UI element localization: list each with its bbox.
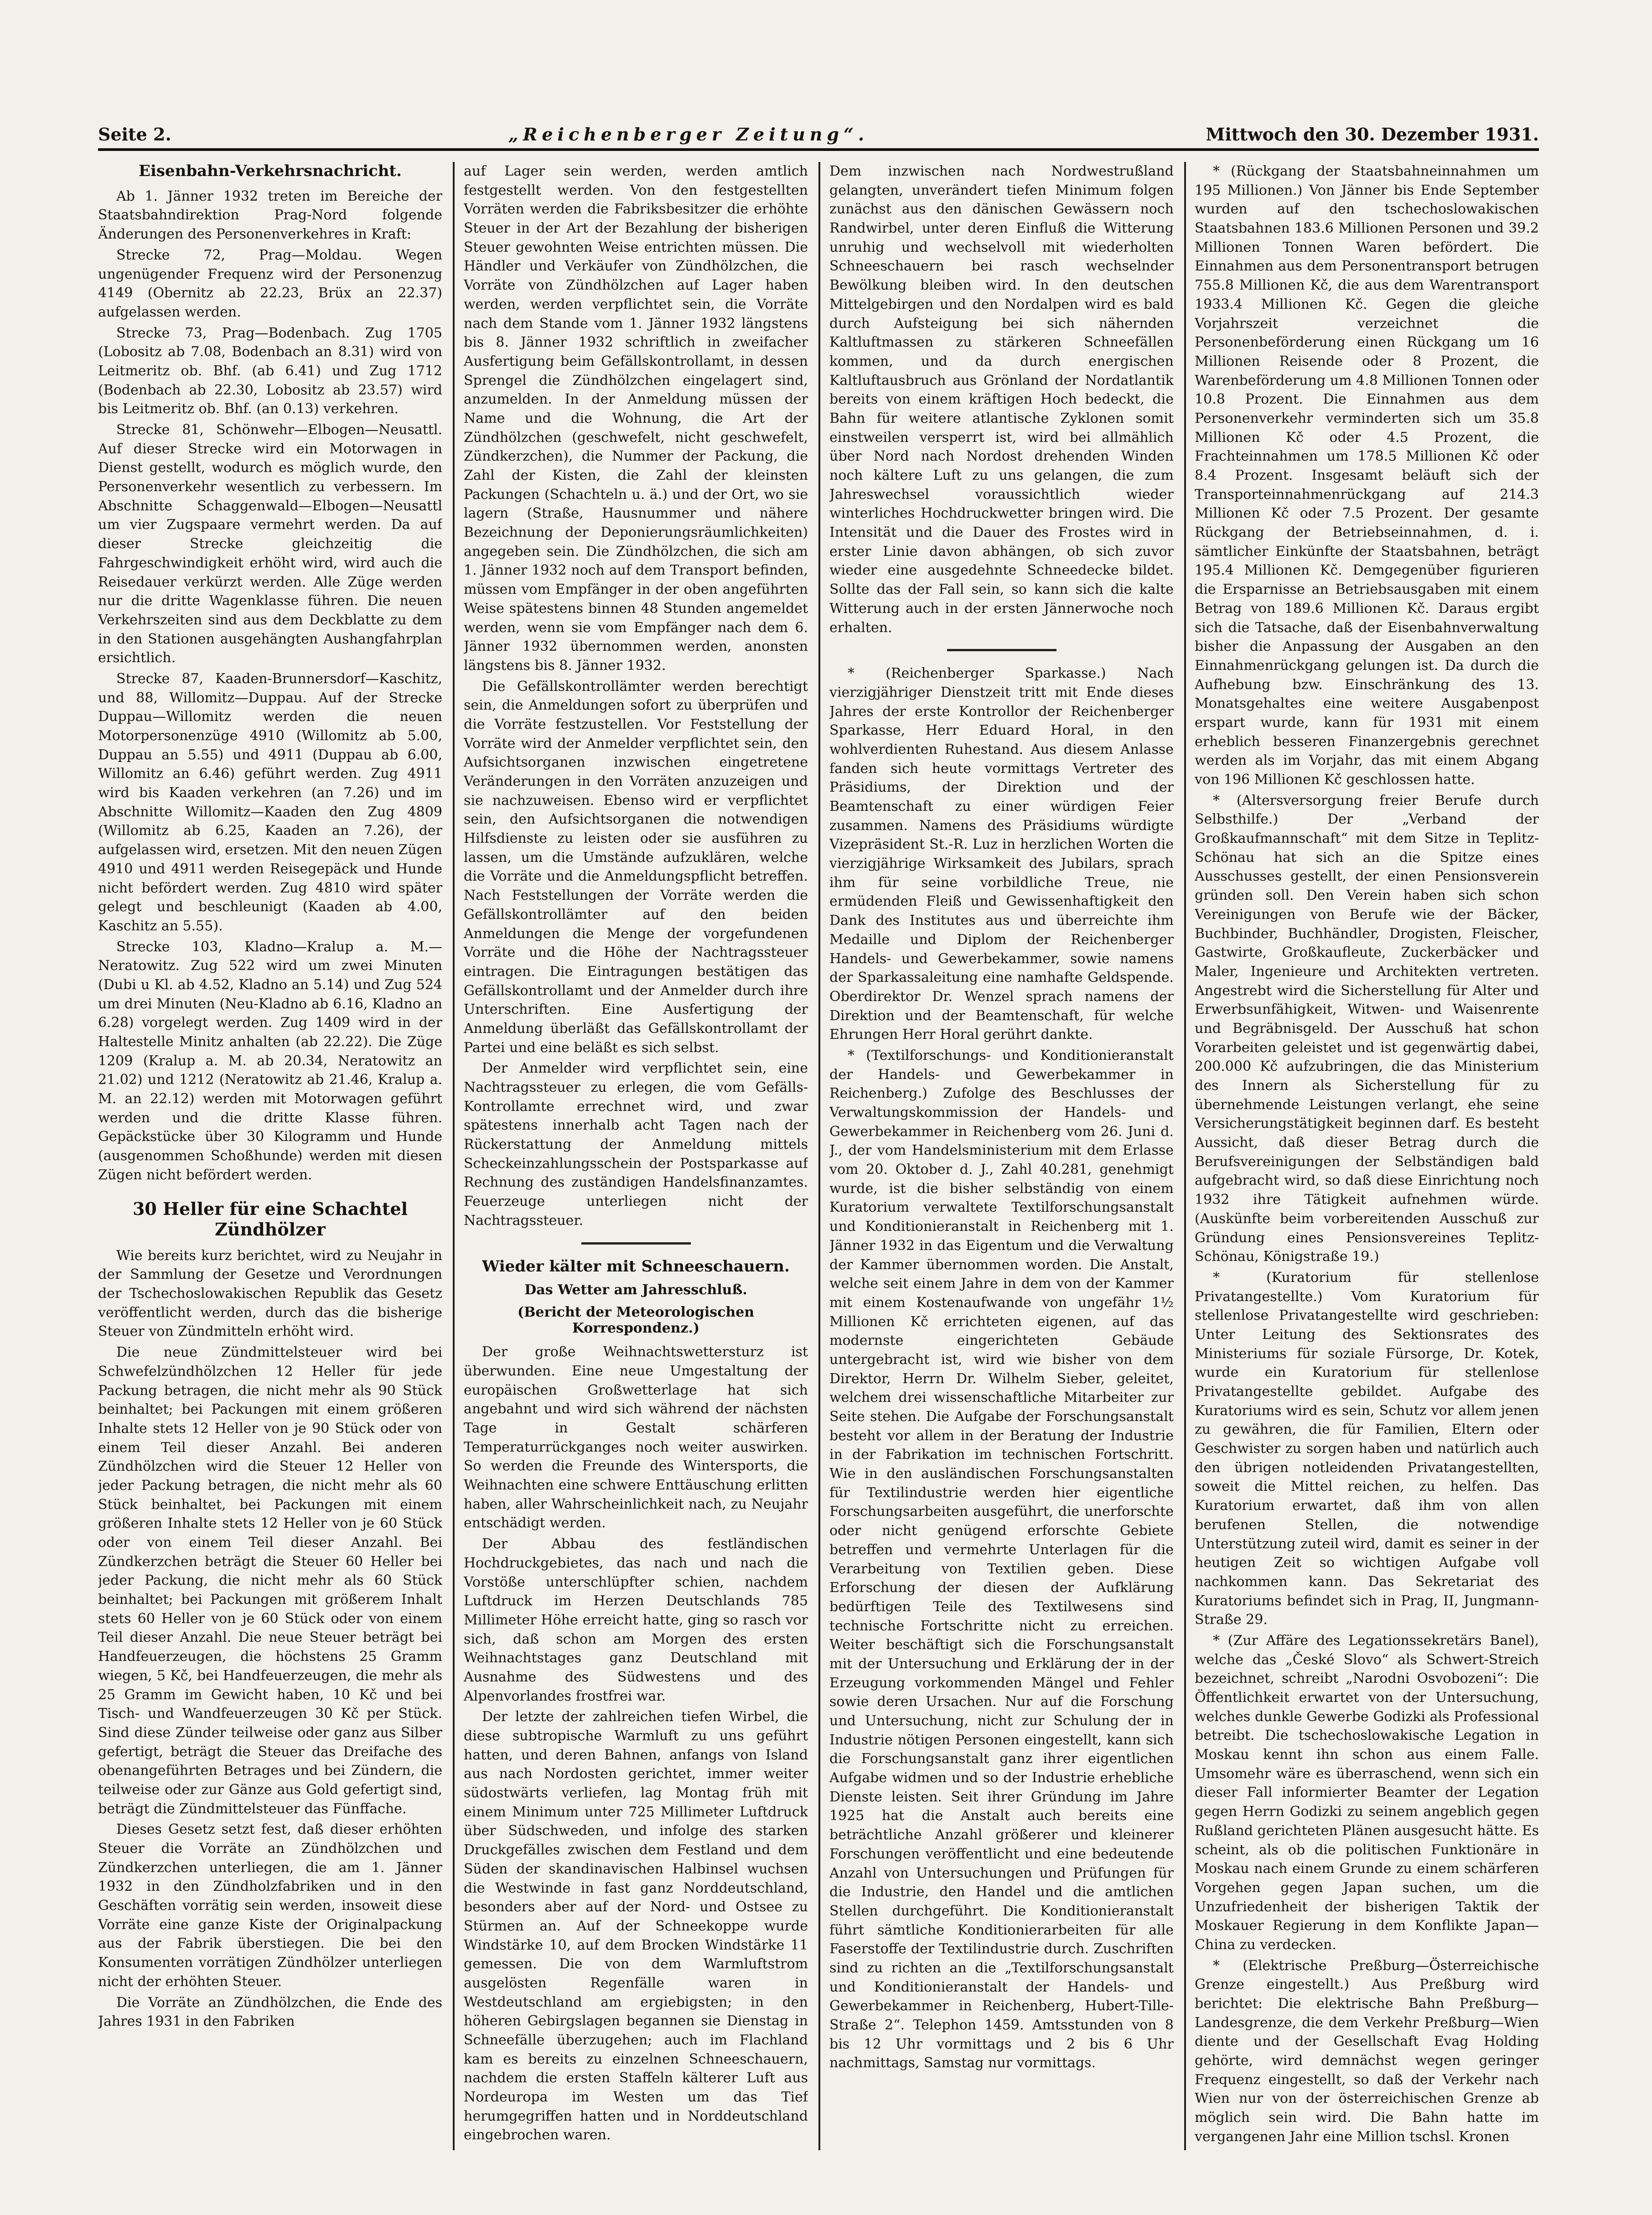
article-paragraph: * (Altersversorgung freier Berufe durch Selbsthilfe.) Der „Verband der Großkaufmannschaft“ mit dem Sitze in Teplitz-Schönau hat sich an die Spitze eines Ausschusses gestellt, der einen Pensionsverein gründen soll. Den Verein haben sich schon Vereinigungen von Berufe wie der Bäcker, Buchbinder, Buchhändler, Drogisten, Fleischer, Gastwirte, Großkaufleute, Zuckerbäcker und Maler, Ingenieure und Architekten vertreten. Angestrebt wird die Sicherstellung für Alter und Erwerbsunfähigkeit, Witwen- und Waisenrente und Begräbnisgeld. Der Ausschuß hat schon Vorarbeiten geleistet und ist gegenwärtig dabei, 200.000 Kč aufzubringen, die das Ministerium des Innern als Sicherstellung für zu übernehmende Leistungen verlangt, ehe seine Versicherungstätigkeit beginnen darf. Es besteht Aussicht, daß dieser Betrag durch die Berufsvereinigungen der Selbständigen bald aufgebracht wird, so daß diese Einrichtung noch 1932 ihre Tätigkeit aufnehmen würde. (Auskünfte beim vorbereitenden Ausschuß zur Gründung eines Pensionsvereines Teplitz-Schönau, Königstraße 19.) bbox=[1195, 792, 1539, 1265]
article-paragraph: Die Vorräte an Zündhölzchen, die Ende des Jahres 1931 in den Fabriken bbox=[98, 1994, 442, 2030]
header-newspaper-title: „Reichenberger Zeitung“. bbox=[508, 124, 869, 145]
article-paragraph: Der Abbau des festländischen Hochdruckgebietes, das nach und nach die Vorstöße unterschlüpfter schien, nachdem Luftdruck im Herzen Deutschlands 785 Millimeter Höhe erreicht hatte, ging so rasch vor sich, daß schon am Morgen des ersten Weihnachtstages ganz Deutschland mit Ausnahme des Südwestens und des Alpenvorlandes frostfrei war. bbox=[464, 1536, 808, 1704]
article-title-weather: Wieder kälter mit Schneeschauern. bbox=[482, 1257, 790, 1276]
article-paragraph: Wie bereits kurz berichtet, wird zu Neujahr in der Sammlung der Gesetze und Verordnungen der Tschechoslowakischen Republik das Gesetz veröffentlicht werden, durch das die bisherige Steuer von Zündmitteln erhöht wird. bbox=[98, 1247, 442, 1340]
article-paragraph: * (Reichenberger Sparkasse.) Nach vierzigjähriger Dienstzeit tritt mit Ende dieses Jahres der erste Kontrollor der Reichenberger Sparkasse, Herr Eduard Horal, in den wohlverdienten Ruhestand. Aus diesem Anlasse fanden sich heute vormittags Vertreter des Präsidiums, der Direktion und der Beamtenschaft zu einer würdigen Feier zusammen. Namens des Präsidiums würdigte Vizepräsident St.-R. Luz in herzlichen Worten die vierzigjährige Wirksamkeit des Jubilars, sprach ihm für seine vorbildliche Treue, nie ermüdenden Fleiß und Gewissenhaftigkeit den Dank des Institutes aus und überreichte ihm Medaille und Diplom der Reichenberger Handels- und Gewerbekammer, sowie namens der Sparkassaleitung eine namhafte Geldspende. Oberdirektor Dr. Wenzel sprach namens der Direktion und der Beamtenschaft, für welche Ehrungen Herr Horal gerührt dankte. bbox=[829, 665, 1174, 1043]
article-paragraph: * (Textilforschungs- und Konditionieranstalt der Handels- und Gewerbekammer in Reichenberg.) Zufolge des Beschlusses der Verwaltungskommission der Handels- und Gewerbekammer in Reichenberg vom 26. Juni d. J., der vom Handelsministerium mit dem Erlasse vom 20. Oktober d. J., Zahl 40.281, genehmigt wurde, ist die bisher selbständig von einem Kuratorium verwaltete Textilforschungsanstalt und Konditionieranstalt in Reichenberg mit 1. Jänner 1932 in das Eigentum und die Verwaltung der Kammer übernommen worden. Die Anstalt, welche seit einem Jahre in dem von der Kammer mit einem Kostenaufwande von ungefähr 1½ Millionen Kč errichteten eigenen, auf das modernste eingerichteten Gebäude untergebracht ist, wird wie bisher von dem Direktor, Herrn Dr. Wilhelm Sieber, geleitet, welchem drei wissenschaftliche Mitarbeiter zur Seite stehen. Die Aufgabe der Forschungsanstalt besteht vor allem in der Beratung der Industrie in der Fabrikation im technischen Fortschritt. Wie in den ausländischen Forschungsanstalten für Textilindustrie werden hier eigentliche Forschungsarbeiten ausgeführt, die unerforschte oder nicht genügend erforschte Gebiete betreffen und vermehrte Unterlagen für die Verarbeitung von Textilien geben. Diese Erforschung der diesen der Aufklärung bedürftigen Teile des Textilwesens sind technische Fortschritte nicht zu erreichen. Weiter beschäftigt sich die Forschungsanstalt mit der Untersuchung und Erklärung der in der Erzeugung vorkommenden Mängel und Fehler sowie deren Ursachen. Nur auf die Forschung und Untersuchung, nicht zur Schulung der in Industrie nötigen Personen eingestellt, kann sich die Forschungsanstalt ganz ihrer eigentlichen Aufgabe widmen und so der Industrie erhebliche Dienste leisten. Seit ihrer Gründung im Jahre 1925 hat die Anstalt auch bereits eine beträchtliche Anzahl größerer und kleinerer Forschungen veröffentlicht und eine bedeutende Anzahl von Untersuchungen und Prüfungen für die Industrie, den Handel und die amtlichen Stellen durchgeführt. Die Konditionieranstalt führt sämtliche Konditionierarbeiten für alle Faserstoffe der Textilindustrie durch. Zuschriften sind zu richten an die „Textilforschungsanstalt und Konditionieranstalt der Handels- und Gewerbekammer in Reichenberg, Hubert-Tille-Straße 2“. Telephon 1459. Amtsstunden von 8 bis 12 Uhr vormittags und 2 bis 6 Uhr nachmittags, Samstag nur vormittags. bbox=[829, 1047, 1174, 2071]
newspaper-page bbox=[98, 116, 1539, 2155]
article-byline-weather: (Bericht der Meteorologischen Korrespondenz.) bbox=[517, 1304, 755, 1337]
article-paragraph: * (Rückgang der Staatsbahneinnahmen um 195 Millionen.) Von Jänner bis Ende September wurden auf den tschechoslowakischen Staatsbahnen 183.6 Millionen Personen und 39.2 Millionen Tonnen Waren befördert. Die Einnahmen aus dem Personentransport betrugen 755.8 Millionen Kč, die aus dem Warentransport 1933.4 Millionen Kč. Gegen die gleiche Vorjahrszeit verzeichnet die Personenbeförderung einen Rückgang um 16 Millionen Reisende oder 8 Prozent, die Warenbeförderung um 4.8 Millionen Tonnen oder 10.8 Prozent. Die Einnahmen aus dem Personenverkehr verminderten sich um 35.8 Millionen Kč oder 4.5 Prozent, die Frachteinnahmen um 178.5 Millionen Kč oder 8.4 Prozent. Insgesamt beläuft sich der Transporteinnahmenrückgang auf 214.3 Millionen Kč oder 7.5 Prozent. Der gesamte Rückgang der Betriebseinnahmen, d. i. sämtlicher Einkünfte der Staatsbahnen, beträgt 195.4 Millionen Kč. Demgegenüber figurieren die Ersparnisse an Betriebsausgaben mit einem Betrag von 189.6 Millionen Kč. Daraus ergibt sich die Tatsache, daß der Eisenbahnverwaltung bisher die Anpassung der Ausgaben an den Einnahmenrückgang gelungen ist. Da durch die Aufhebung bzw. Einschränkung des 13. Monatsgehaltes eine weitere Ausgabenpost erspart wurde, kann für 1931 mit einem erheblich besseren Finanzergebnis gerechnet werden als im Vorjahr, das mit einem Abgang von 196 Millionen Kč geschlossen hatte. bbox=[1195, 163, 1539, 788]
article-paragraph: auf Lager sein werden, werden amtlich festgestellt werden. Von den festgestellten Vorräten werden die Fabriksbesitzer die erhöhte Steuer in der Art der Bezahlung der bisherigen Steuer gewohnten Weise entrichten müssen. Die Händler und Verkäufer von Zündhölzchen, die Vorräte von Zündhölzchen auf Lager haben werden, werden verpflichtet sein, die Vorräte nach dem Stande vom 1. Jänner 1932 längstens bis 8. Jänner 1932 schriftlich in zweifacher Ausfertigung beim Gefällskontrollamt, in dessen Sprengel die Zündhölzchen eingelagert sind, anzumelden. In der Anmeldung müssen der Name und die Wohnung, die Art der Zündhölzchen (geschwefelt, nicht geschwefelt, Zündkerzchen), die Nummer der Packung, die Zahl der Kisten, die Zahl der kleinsten Packungen (Schachteln u. ä.) und der Ort, wo sie lagern (Straße, Hausnummer und nähere Bezeichnung der Deponierungsräumlichkeiten) angegeben sein. Die Zündhölzchen, die sich am 1. Jänner 1932 noch auf dem Transport befinden, müssen vom Empfänger in der oben angeführten Weise spätestens binnen 48 Stunden angemeldet werden, wenn sie vom Empfänger nach dem 6. Jänner 1932 übernommen werden, anonsten längstens bis 8. Jänner 1932. bbox=[464, 163, 808, 674]
page-header bbox=[98, 116, 1539, 145]
section-divider bbox=[581, 1242, 691, 1245]
header-date: Mittwoch den 30. Dezember 1931. bbox=[1206, 124, 1539, 145]
article-paragraph: Die Gefällskontrollämter werden berechtigt sein, die Anmeldungen sofort zu überprüfen und die Vorräte festzustellen. Vor Feststellung der Vorräte wird der Anmelder verpflichtet sein, den Aufsichtsorganen inzwischen eingetretene Veränderungen in den Vorräten anzuzeigen und sie nachzuweisen. Ebenso wird er verpflichtet sein, den Aufsichtsorganen die notwendigen Hilfsdienste zu leisten oder sie ausführen zu lassen, um die Umstände aufzuklären, welche die Vorräte und die Anmeldungspflicht betreffen. Nach Feststellungen der Vorräte werden die Gefällskontrollämter auf den beiden Anmeldungen die Menge der vorgefundenen Vorräte und die Höhe der Nachtragssteuer eintragen. Die Eintragungen bestätigen das Gefällskontrollamt und der Anmelder durch ihre Unterschriften. Eine Ausfertigung der Anmeldung überläßt das Gefällskontrollamt der Partei und eine beläßt es sich selbst. bbox=[464, 678, 808, 1056]
column-divider bbox=[1184, 162, 1186, 2150]
article-paragraph: Der große Weihnachtswettersturz ist überwunden. Eine neue Umgestaltung der europäischen Großwetterlage hat sich angebahnt und wird sich während der nächsten Tage in Gestalt schärferen Temperaturrückganges noch weiter auswirken. So werden die Freunde des Wintersports, die Weihnachten eine schwere Enttäuschung erlitten haben, aller Wahrscheinlichkeit nach, zu Neujahr entschädigt werden. bbox=[464, 1344, 808, 1531]
article-paragraph: Der Anmelder wird verpflichtet sein, eine Nachtragssteuer zu erlegen, die vom Gefälls-Kontrollamte errechnet wird, und zwar spätestens innerhalb acht Tagen nach der Rückerstattung der Anmeldung mittels Scheckeinzahlungsschein der Postsparkasse auf Rechnung des zuständigen Handelsfinanzamtes. Feuerzeuge unterliegen nicht der Nachtragssteuer. bbox=[464, 1060, 808, 1229]
column-divider bbox=[818, 162, 820, 2150]
column-4 bbox=[1195, 162, 1539, 2150]
article-paragraph: Strecke 73, Prag—Bodenbach. Zug 1705 (Lobositz ab 7.08, Bodenbach an 8.31) wird von Leitmeritz ob. Bhf. (ab 6.41) und Zug 1712 (Bodenbach ab 22.30, Lobositz ab 23.57) wird bis Leitmeritz ob. Bhf. (an 0.13) verkehren. bbox=[98, 325, 442, 417]
column-3 bbox=[829, 162, 1174, 2150]
article-paragraph: Ab 1. Jänner 1932 treten im Bereiche der Staatsbahndirektion Prag-Nord folgende Änderungen des Personenverkehres in Kraft: bbox=[98, 188, 442, 243]
article-paragraph: Der letzte der zahlreichen tiefen Wirbel, die diese subtropische Warmluft zu uns geführt hatten, und deren Bahnen, anfangs von Island aus nach Nordosten gerichtet, immer weiter südostwärts verliefen, lag Montag früh mit einem Minimum unter 725 Millimeter Luftdruck über Südschweden, und infolge des starken Druckgefälles zwischen dem Festland und dem Süden der skandinavischen Halbinsel wuchsen die Westwinde in fast ganz Norddeutschland, besonders aber auf der Nord- und Ostsee zu Stürmen an. Auf der Schneekoppe wurde Windstärke 10, auf dem Brocken Windstärke 11 gemessen. Die von dem Warmluftstrom ausgelösten Regenfälle waren in Westdeutschland am ergiebigsten; in den höheren Gebirgslagen begannen sie Dienstag in Schneefälle überzugehen; auch im Flachland kam es bereits zu einzelnen Schneeschauern, nachdem die ersten Staffeln kälterer Luft aus Nordeuropa im Westen um das Tief herumgegriffen hatten und in Norddeutschland eingebrochen waren. bbox=[464, 1709, 808, 2143]
article-subtitle-weather: Das Wetter am Jahresschluß. bbox=[524, 1282, 747, 1298]
article-paragraph: * (Elektrische Preßburg—Österreichische Grenze eingestellt.) Aus Preßburg wird berichtet: Die elektrische Bahn Preßburg—Landesgrenze, die dem Verkehr Preßburg—Wien diente und der Gesellschaft Evag Holding gehörte, wird demnächst wegen geringer Frequenz eingestellt, so daß der Verkehr nach Wien nur von der österreichischen Grenze ab möglich sein wird. Die Bahn hatte im vergangenen Jahr eine Million tschsl. Kronen bbox=[1195, 1957, 1539, 2145]
article-paragraph: Dieses Gesetz setzt fest, daß dieser erhöhten Steuer die Vorräte an Zündhölzchen und Zündkerzchen unterliegen, die am 1. Jänner 1932 in den Zündholzfabriken und in den Geschäften vorrätig sein werden, insoweit diese Vorräte eine ganze Kiste der Originalpackung aus der Fabrik überstiegen. Die bei den Konsumenten vorrätigen Zündhölzer unterliegen nicht der erhöhten Steuer. bbox=[98, 1821, 442, 1990]
article-paragraph: Die neue Zündmittelsteuer wird bei Schwefelzündhölzchen 12 Heller für jede Packung betragen, die nicht mehr als 90 Stück beinhaltet; bei Packungen mit einem größeren Inhalte stets 12 Heller von je 90 Stück oder von einem Teil dieser Anzahl. Bei anderen Zündhölzchen wird die Steuer 12 Heller von jeder Packung betragen, die nicht mehr als 60 Stück beinhaltet, bei Packungen mit einem größeren Inhalte stets 12 Heller von je 60 Stück oder von einem Teil dieser Anzahl. Bei Zündkerzchen beträgt die Steuer 60 Heller bei jeder Packung, die nicht mehr als 60 Stück beinhaltet; bei Packungen mit größerem Inhalt stets 60 Heller von je 60 Stück oder von einem Teil dieser Anzahl. Die neue Steuer beträgt bei Handfeuerzeugen, die höchstens 25 Gramm wiegen, 5 Kč, bei Handfeuerzeugen, die mehr als 25 Gramm im Gewicht haben, 10 Kč und bei Tisch- und Wandfeuerzeugen 30 Kč per Stück. Sind diese Zünder teilweise oder ganz aus Silber gefertigt, beträgt die Steuer das Dreifache des obenangeführten Betrages und bei Zündern, die teilweise oder zur Gänze aus Gold gefertigt sind, beträgt die Zündmittelsteuer das Fünffache. bbox=[98, 1344, 442, 1817]
article-paragraph: * (Zur Affäre des Legationssekretärs Banel), welche das „České Slovo“ als Schwert-Streich bezeichnet, schreibt „Narodni Osvobozeni“: Die Öffentlichkeit erwartet von der Untersuchung, welches dunkle Gewerbe Godizki als Professional betreibt. Die tschechoslowakische Legation in Moskau kennt ihn schon aus einem Falle. Umsomehr wäre es überraschend, wenn sich ein dieser Fall informierter Beamter der Legation gegen Herrn Godizki zu seinem angeblich gegen Rußland gerichteten Plänen ausgesucht hätte. Es scheint, als ob die politischen Funktionäre in Moskau nach einem Grunde zu einem schärferen Vorgehen gegen Japan suchen, um die Unzufriedenheit der bisherigen Taktik der Moskauer Regierung in dem Konflikte Japan—China zu verdecken. bbox=[1195, 1632, 1539, 1953]
header-rule bbox=[98, 148, 1539, 151]
section-divider bbox=[947, 649, 1056, 651]
article-paragraph: * (Kuratorium für stellenlose Privatangestellte.) Vom Kuratorium für stellenlose Privatangestellte wird geschrieben: Unter Leitung des Sektionsrates des Ministeriums für soziale Fürsorge, Dr. Kotek, wurde ein Kuratorium für stellenlose Privatangestellte gebildet. Aufgabe des Kuratoriums wird es sein, Schutz vor allem jenen zu gewähren, die für Familien, Eltern oder Geschwister zu sorgen haben und natürlich auch den übrigen notleidenden Privatangestellten, soweit die Mittel reichen, zu helfen. Das Kuratorium erwartet, daß ihm von allen berufenen Stellen, die notwendige Unterstützung zuteil wird, damit es seiner in der heutigen Zeit so wichtigen Aufgabe voll nachkommen kann. Das Sekretariat des Kuratoriums befindet sich in Prag, II, Jungmann-Straße 29. bbox=[1195, 1269, 1539, 1628]
article-paragraph: Strecke 72, Prag—Moldau. Wegen ungenügender Frequenz wird der Personenzug 4149 (Obernitz ab 22.23, Brüx an 22.37) aufgelassen werden. bbox=[98, 247, 442, 320]
article-paragraph: Dem inzwischen nach Nordwestrußland gelangten, unverändert tiefen Minimum folgen zunächst aus den dänischen Gewässern noch Randwirbel, unter deren Einfluß die Witterung unruhig und wechselvoll mit wiederholten Schneeschauern bei rasch wechselnder Bewölkung bleiben wird. In den deutschen Mittelgebirgen und den Nordalpen wird es bald durch Aufsteigung bei sich nähernden Kaltluftmassen zu stärkeren Schneefällen kommen, und da durch energischen Kaltluftausbruch aus Grönland der Nordatlantik bereits von einem kräftigen Hoch bedeckt, die Bahn für weitere atlantische Zyklonen somit einstweilen versperrt ist, wird bei allmählich über Nord nach Nordost drehenden Winden noch kältere Luft zu uns gelangen, die zum Jahreswechsel voraussichtlich wieder winterliches Hochdruckwetter bringen wird. Die Intensität und die Dauer des Frostes wird in erster Linie davon abhängen, ob sich zuvor wieder eine ausgedehnte Schneedecke bildet. Sollte das der Fall sein, so kann sich die kalte Witterung auch in der ersten Jännerwoche noch erhalten. bbox=[829, 163, 1174, 636]
article-paragraph: Strecke 87, Kaaden-Brunnersdorf—Kaschitz, und 88, Willomitz—Duppau. Auf der Strecke Duppau—Willomitz werden die neuen Motorpersonenzüge 4910 (Willomitz ab 5.00, Duppau an 5.55) und 4911 (Duppau ab 6.00, Willomitz an 6.46) geführt werden. Zug 4911 wird bis Kaaden verkehren (an 7.26) und im Abschnitte Willomitz—Kaaden den Zug 4809 (Willomitz ab 6.25, Kaaden an 7.26), der aufgelassen wird, ersetzen. Mit den neuen Zügen 4910 und 4911 werden Reisegepäck und Hunde nicht befördert werden. Zug 4810 wird später gelegt und beschleunigt (Kaaden ab 4.00, Kaschitz an 5.55). bbox=[98, 670, 442, 934]
article-title-matches: 30 Heller für eine Schachtel Zündhölzer bbox=[132, 1198, 408, 1240]
article-paragraph: Strecke 103, Kladno—Kralup a. M.—Neratowitz. Zug 522 wird um zwei Minuten (Dubi u Kl. ab 4.52, Kladno an 5.14) und Zug 524 um drei Minuten (Neu-Kladno ab 6.16, Kladno an 6.28) vorgelegt werden. Zug 1409 wird in der Haltestelle Minitz anhalten (ab 22.22). Die Züge 1209 (Kralup a. M. ab 20.34, Neratowitz an 21.02) und 1212 (Neratowitz ab 21.46, Kralup a. M. an 22.12) werden mit Motorwagen geführt werden und die dritte Klasse führen. Gepäckstücke über 30 Kilogramm und Hunde (ausgenommen Schoßhunde) werden mit diesen Zügen nicht befördert werden. bbox=[98, 939, 442, 1183]
column-1 bbox=[98, 162, 442, 2150]
column-divider bbox=[453, 162, 455, 2150]
article-title-railway: Eisenbahn-Verkehrsnachricht. bbox=[139, 162, 402, 180]
article-paragraph: Strecke 81, Schönwehr—Elbogen—Neusattl. Auf dieser Strecke wird ein Motorwagen in Dienst gestellt, wodurch es möglich wurde, den Personenverkehr wesentlich zu verbessern. Im Abschnitte Schaggenwald—Elbogen—Neusattl um vier Zugspaare vermehrt werden. Da auf dieser Strecke gleichzeitig die Fahrgeschwindigkeit erhöht wird, wird auch die Reisedauer verkürzt werden. Alle Züge werden nur die dritte Wagenklasse führen. Die neuen Verkehrszeiten sind aus dem Deckblatte zu dem in den Stationen ausgehängten Aushangfahrplan ersichtlich. bbox=[98, 422, 442, 666]
column-2 bbox=[464, 162, 808, 2150]
header-page-number: Seite 2. bbox=[98, 124, 171, 145]
